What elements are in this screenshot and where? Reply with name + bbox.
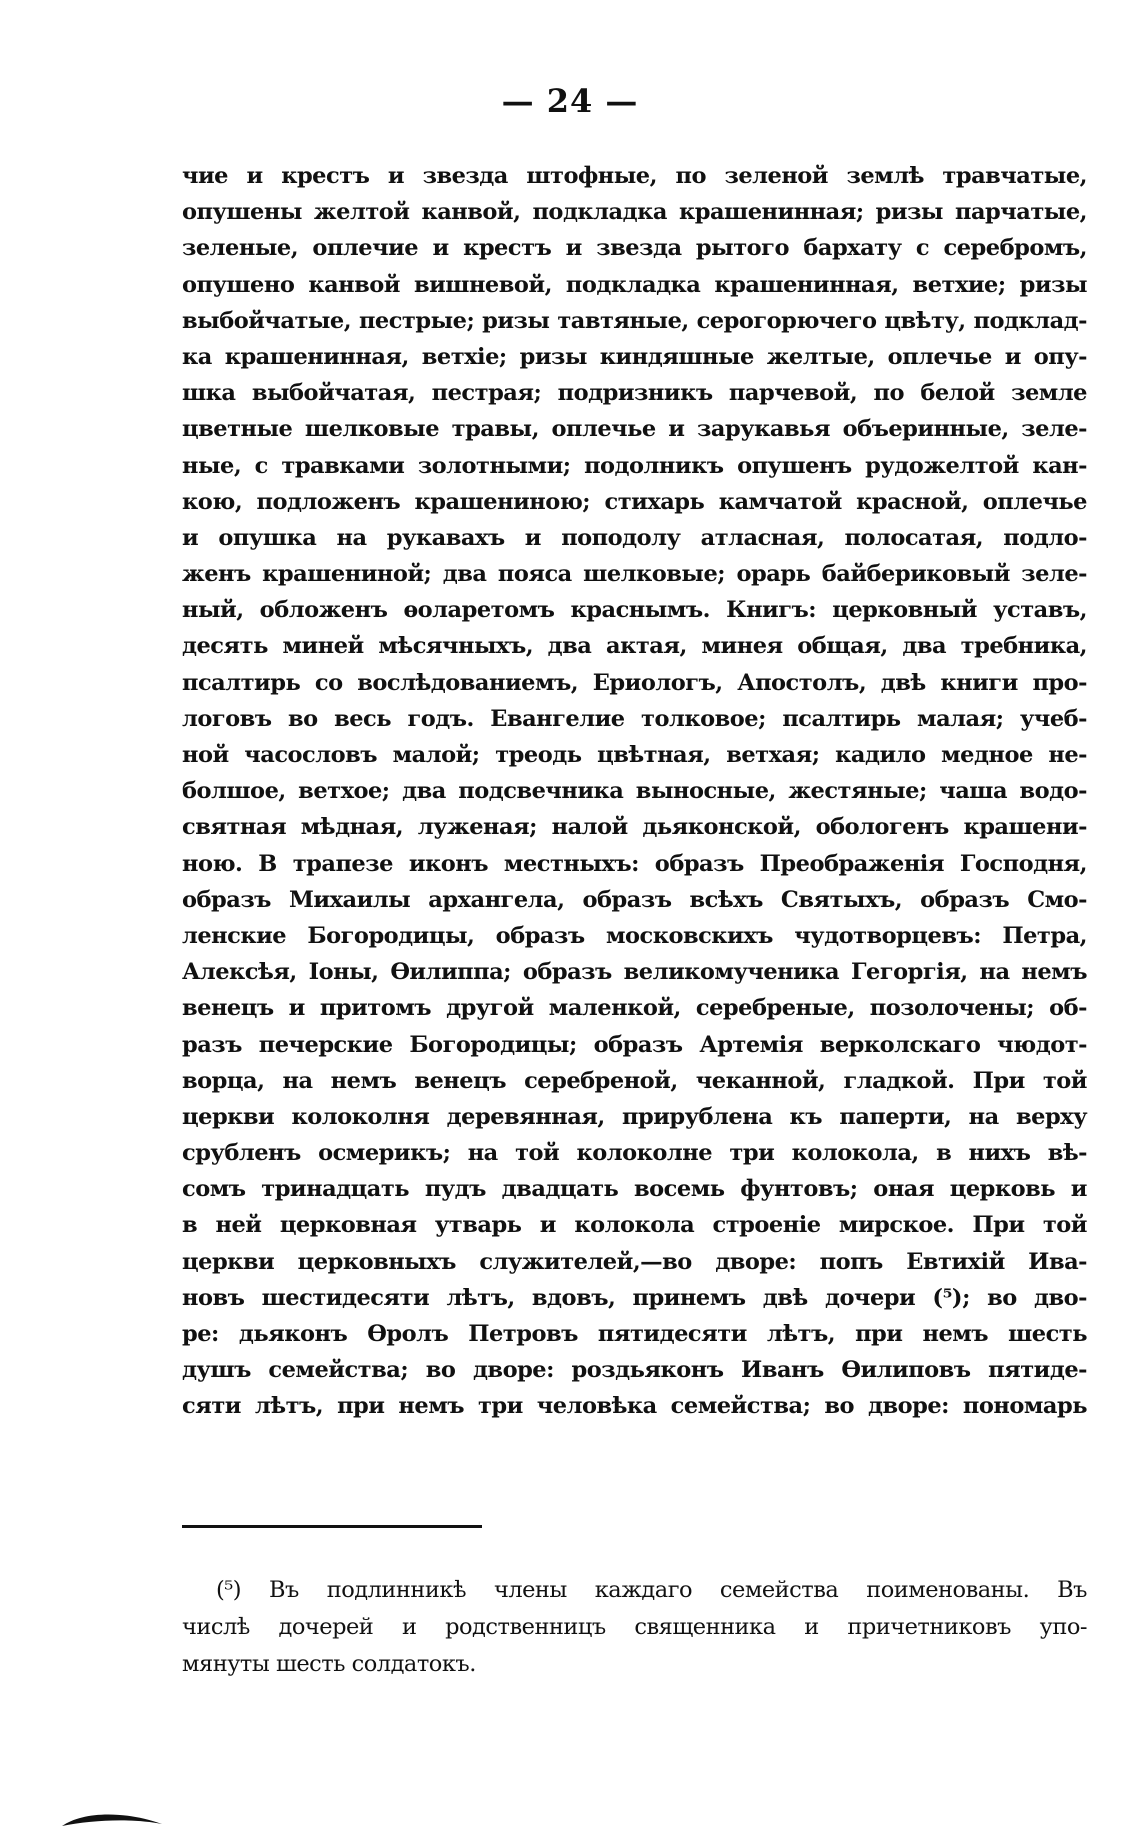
text-line: шка выбойчатая, пестрая; подризникъ парчевой, по белой земле (182, 380, 1087, 407)
text-line: новъ шестидесяти лѣтъ, вдовъ, принемъ двѣ дочери (⁵); во дво- (182, 1284, 1087, 1311)
text-line: цветные шелковые травы, оплечье и зарукавья объеринные, зеле- (182, 416, 1087, 443)
text-line: выбойчатые, пестрые; ризы тавтяные, серогорючего цвѣту, подклад- (182, 307, 1087, 334)
text-line: венецъ и притомъ другой маленкой, серебреные, позолочены; об- (182, 995, 1087, 1022)
text-line: сомъ тринадцать пудъ двадцать восемь фунтовъ; оная церковь и (182, 1176, 1087, 1203)
footnote-line: числѣ дочерей и родственницъ священника и причетниковъ упо- (182, 1614, 1087, 1640)
text-line: срубленъ осмерикъ; на той колоколне три колокола, в нихъ вѣ- (182, 1140, 1087, 1167)
text-line: сяти лѣтъ, при немъ три человѣка семейства; во дворе: пономарь (182, 1393, 1087, 1420)
text-line: болшое, ветхое; два подсвечника выносные, жестяные; чаша водо- (182, 778, 1087, 805)
text-line: ленские Богородицы, образъ московскихъ чудотворцевъ: Петра, (182, 922, 1087, 949)
text-line: ной часословъ малой; треодь цвѣтная, ветхая; кадило медное не- (182, 742, 1087, 768)
text-line: ною. В трапезе иконъ местныхъ: образъ Преображенія Господня, (182, 850, 1087, 877)
text-line: зеленые, оплечие и крестъ и звезда рытого бархату с серебромъ, (182, 235, 1087, 262)
footnote-divider (182, 1525, 482, 1528)
text-line: церкви церковныхъ служителей,—во дворе: попъ Евтихій Ива- (182, 1248, 1087, 1275)
text-line: кою, подложенъ крашениною; стихарь камчатой красной, оплечье (182, 488, 1087, 515)
text-line: разъ печерские Богородицы; образъ Артемія верколскаго чюдот- (182, 1031, 1087, 1058)
text-line: Алексѣя, Іоны, Ѳилиппа; образъ великомученика Гегоргія, на немъ (182, 959, 1087, 986)
text-line: опушены желтой канвой, подкладка крашенинная; ризы парчатые, (182, 199, 1087, 226)
text-line: логовъ во весь годъ. Евангелие толковое; псалтирь малая; учеб- (182, 705, 1087, 732)
text-line: женъ крашениной; два пояса шелковые; орарь байбериковый зеле- (182, 561, 1087, 588)
text-line: ворца, на немъ венецъ серебреной, чеканной, гладкой. При той (182, 1067, 1087, 1094)
text-line: ный, обложенъ ѳоларетомъ краснымъ. Книгъ: церковный уставъ, (182, 597, 1087, 624)
text-line: опушено канвой вишневой, подкладка крашенинная, ветхие; ризы (182, 271, 1087, 298)
text-line: в ней церковная утварь и колокола строеніе мирское. При той (182, 1212, 1087, 1239)
text-line: образъ Михаилы архангела, образъ всѣхъ Святыхъ, образъ Смо- (182, 886, 1087, 913)
body-text (182, 158, 1087, 1425)
text-line: ка крашенинная, ветхіе; ризы киндяшные желтые, оплечье и опу- (182, 343, 1087, 370)
ink-smudge (62, 1808, 162, 1828)
text-line: и опушка на рукавахъ и поподолу атласная, полосатая, подло- (182, 524, 1087, 551)
text-line: душъ семейства; во дворе: роздьяконъ Иванъ Ѳилиповъ пятиде- (182, 1357, 1087, 1384)
text-line: ре: дьяконъ Ѳролъ Петровъ пятидесяти лѣтъ, при немъ шесть (182, 1321, 1087, 1347)
text-line: ные, с травками золотными; подолникъ опушенъ рудожелтой кан- (182, 452, 1087, 479)
page-number: — 24 — (501, 82, 639, 120)
text-line: псалтирь со вослѣдованиемъ, Ериологъ, Апостолъ, двѣ книги про- (182, 669, 1087, 696)
text-line: церкви колоколня деревянная, прирублена къ паперти, на верху (182, 1103, 1087, 1130)
footnote (182, 1572, 1087, 1683)
footnote-line: мянуты шесть солдатокъ. (182, 1651, 476, 1677)
text-line: чие и крестъ и звезда штофные, по зеленой землѣ травчатые, (182, 163, 1087, 189)
text-line: святная мѣдная, луженая; налой дьяконской, обологенъ крашени- (182, 814, 1087, 841)
footnote-line: (⁵) Въ подлинникѣ члены каждаго семейства поименованы. Въ (216, 1577, 1087, 1603)
text-line: десять миней мѣсячныхъ, два актая, минея общая, два требника, (182, 633, 1087, 660)
